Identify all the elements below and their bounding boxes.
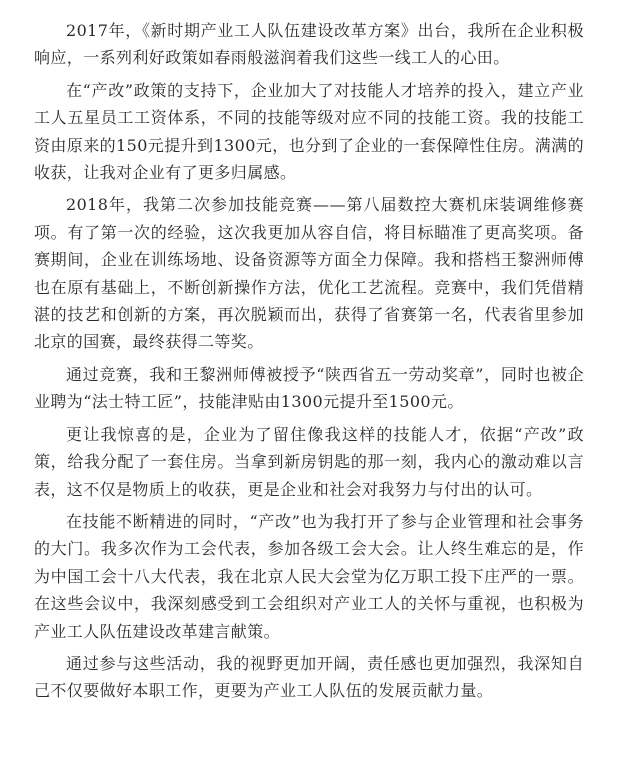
paragraph-7: 通过参与这些活动，我的视野更加开阔，责任感也更加强烈，我深知自己不仅要做好本职工作，更要为产业工人队伍的发展贡献力量。 (34, 653, 584, 701)
article-body (34, 17, 584, 710)
paragraph-3: 2018年，我第二次参加技能竞赛——第八届数控大赛机床装调维修赛项。有了第一次的经验，这次我更加从容自信，将目标瞄准了更高奖项。备赛期间，企业在训练场地、设备资源等方面全力保障。我和搭档王黎洲师傅也在原有基础上，不断创新操作方法，优化工艺流程。竞赛中，我们凭借精湛的技艺和创新的方案，再次脱颖而出，获得了省赛第一名，代表省里参加北京的国赛，最终获得二等奖。 (34, 195, 584, 352)
paragraph-6: 在技能不断精进的同时，“产改”也为我打开了参与企业管理和社会事务的大门。我多次作为工会代表，参加各级工会大会。让人终生难忘的是，作为中国工会十八大代表，我在北京人民大会堂为亿万职工投下庄严的一票。在这些会议中，我深刻感受到工会组织对产业工人的关怀与重视，也积极为产业工人队伍建设改革建言献策。 (34, 511, 584, 641)
paragraph-5: 更让我惊喜的是，企业为了留住像我这样的技能人才，依据“产改”政策，给我分配了一套住房。当拿到新房钥匙的那一刻，我内心的激动难以言表，这不仅是物质上的收获，更是企业和社会对我努力与付出的认可。 (34, 424, 584, 499)
paragraph-4: 通过竞赛，我和王黎洲师傅被授予“陕西省五一劳动奖章”，同时也被企业聘为“法士特工匠”，技能津贴由1300元提升至1500元。 (34, 364, 584, 412)
paragraph-2: 在“产改”政策的支持下，企业加大了对技能人才培养的投入，建立产业工人五星员工工资体系，不同的技能等级对应不同的技能工资。我的技能工资由原来的150元提升到1300元，也分到了企业的一套保障性住房。满满的收获，让我对企业有了更多归属感。 (34, 80, 584, 183)
paragraph-1: 2017年，《新时期产业工人队伍建设改革方案》出台，我所在企业积极响应，一系列利好政策如春雨般滋润着我们这些一线工人的心田。 (34, 21, 584, 68)
